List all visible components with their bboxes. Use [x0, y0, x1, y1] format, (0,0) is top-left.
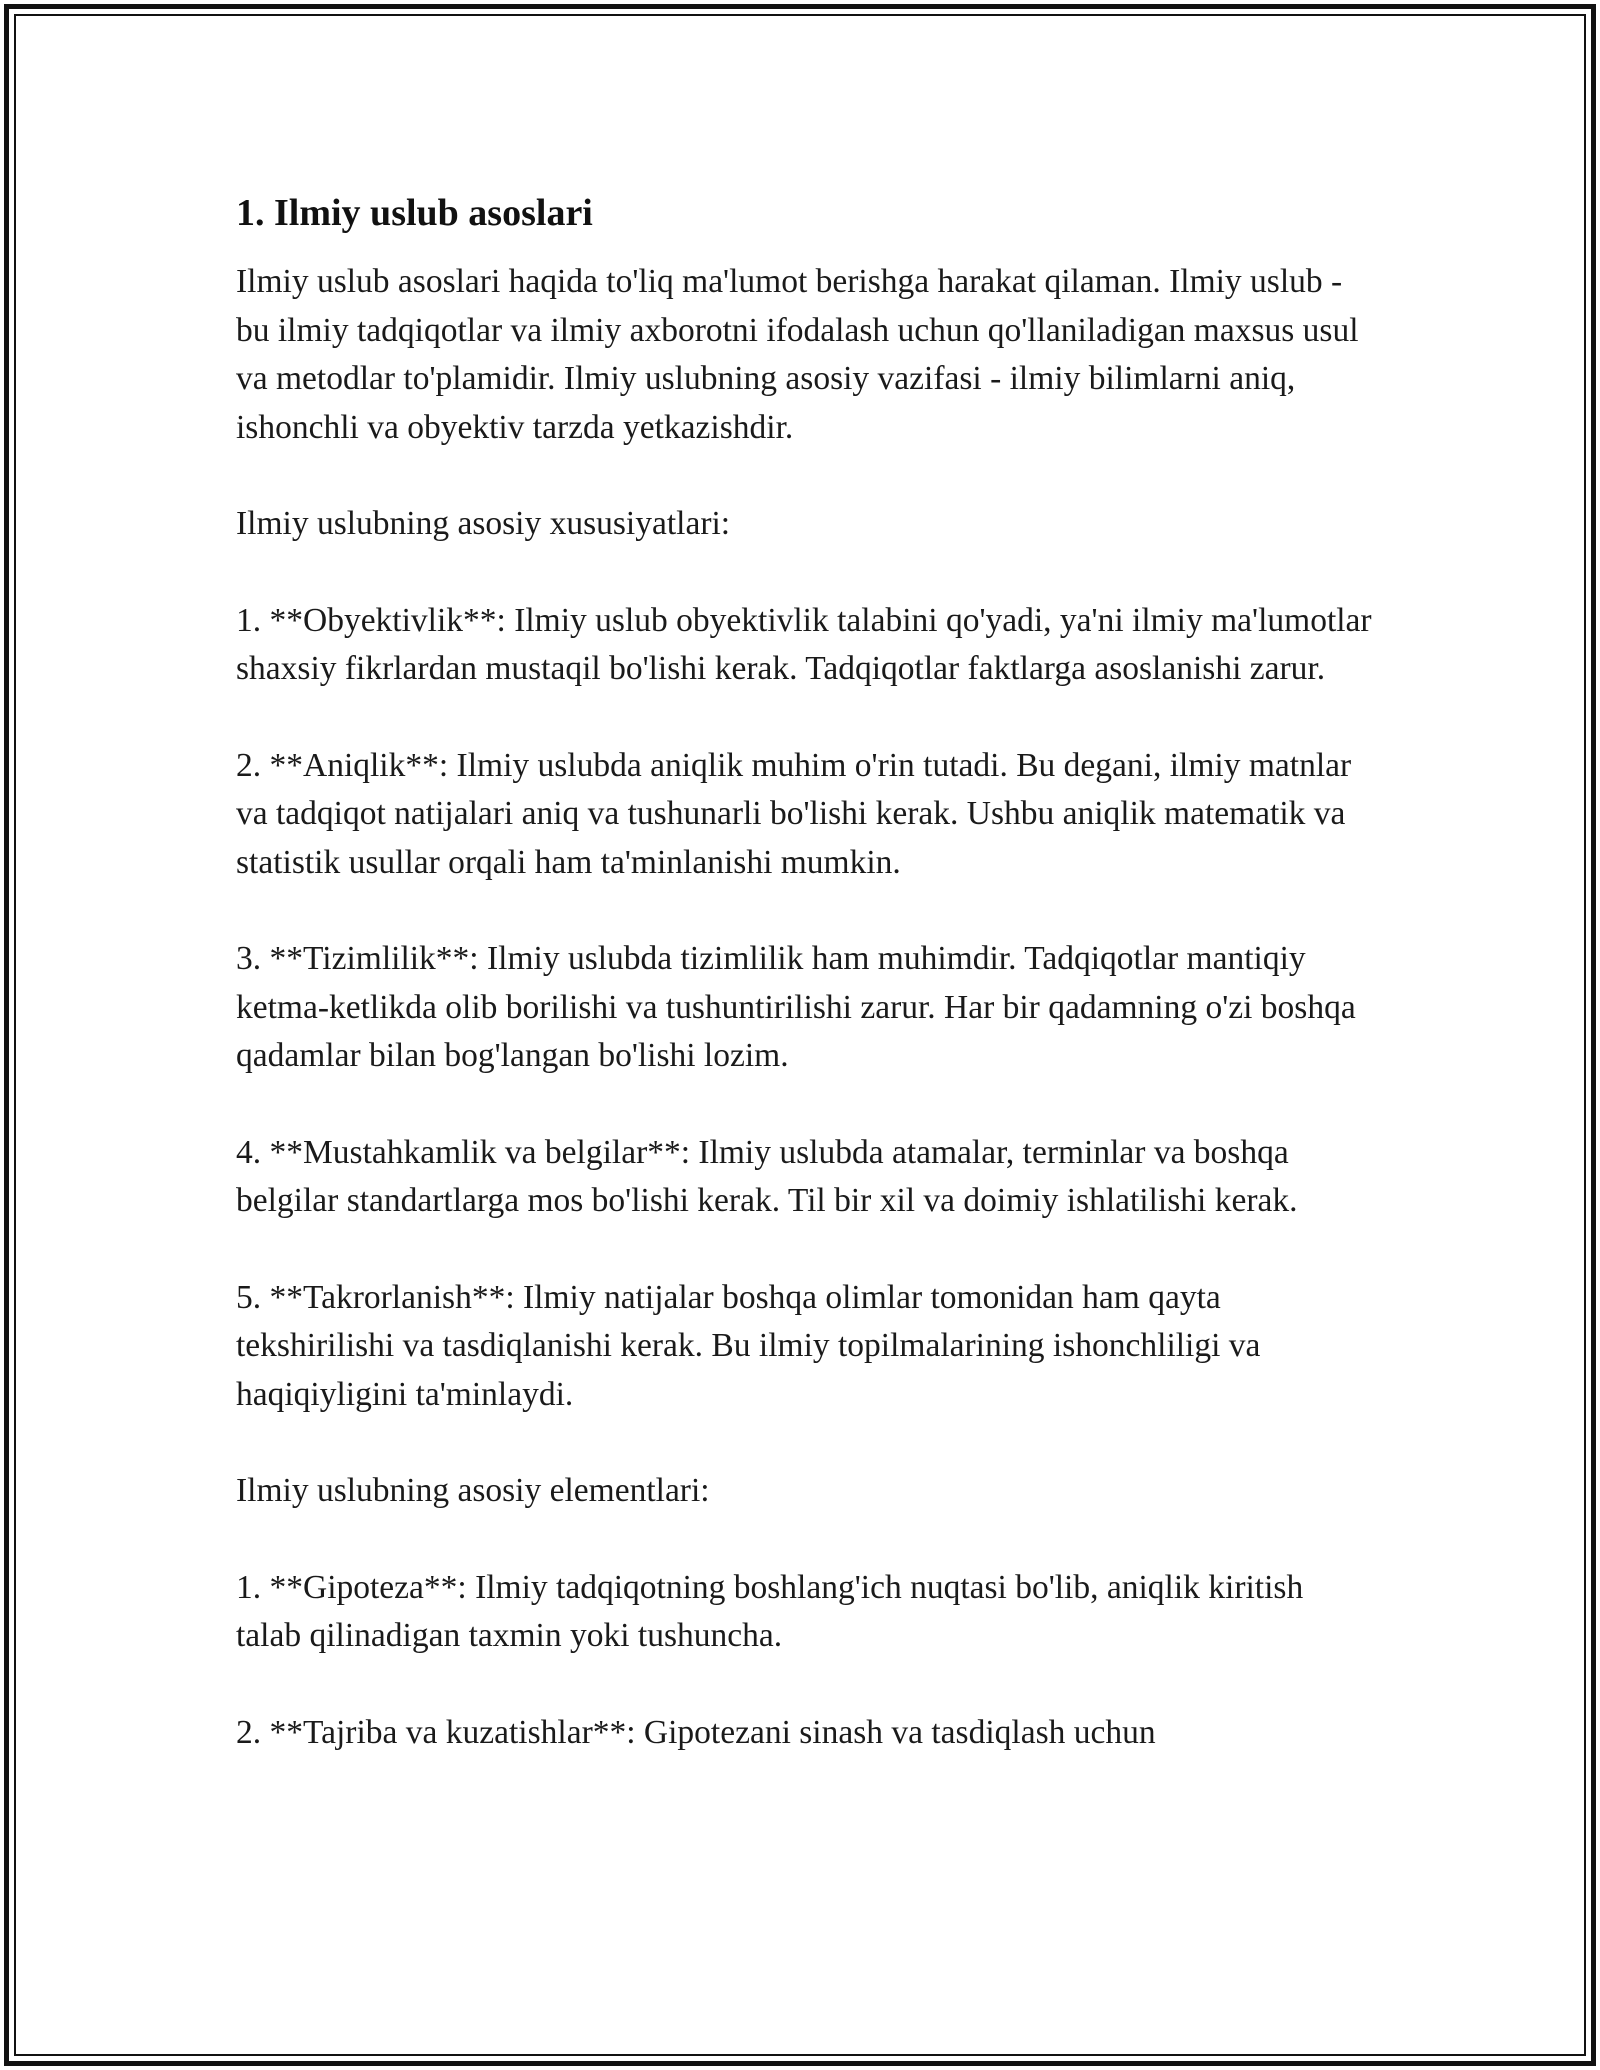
features-heading: Ilmiy uslubning asosiy xususiyatlari: — [236, 505, 731, 542]
document-body — [236, 188, 1376, 1805]
element-item-experiments: 2. **Tajriba va kuzatishlar**: Gipotezani sinash va tasdiqlash uchun — [236, 1713, 1156, 1751]
feature-item-accuracy: 2. **Aniqlik**: Ilmiy uslubda aniqlik muhim o'rin tutadi. Bu degani, ilmiy matnlar va tadqiqot natijalari aniq va tushunarli bo'lishi kerak. Ushbu aniqlik matematik va statistik usullar orqali ham ta'minlanishi mumkin. — [236, 746, 1352, 881]
feature-item-systematicity: 3. **Tizimlilik**: Ilmiy uslubda tizimlilik ham muhimdir. Tadqiqotlar mantiqiy ketma-ketlikda olib borilishi va tushuntirilishi zarur. Har bir qadamning o'zi boshqa qadamlar bilan bog'langan bo'lishi lozim. — [236, 940, 1356, 1074]
elements-heading: Ilmiy uslubning asosiy elementlari: — [236, 1472, 710, 1509]
element-item-hypothesis: 1. **Gipoteza**: Ilmiy tadqiqotning boshlang'ich nuqtasi bo'lib, aniqlik kiritish talab qilinadigan taxmin yoki tushuncha. — [236, 1568, 1304, 1654]
feature-item-consistency: 4. **Mustahkamlik va belgilar**: Ilmiy uslubda atamalar, terminlar va boshqa belgilar standartlarga mos bo'lishi kerak. Til bir xil va doimiy ishlatilishi kerak. — [236, 1133, 1298, 1219]
feature-item-objectivity: 1. **Obyektivlik**: Ilmiy uslub obyektivlik talabini qo'yadi, ya'ni ilmiy ma'lumotlar shaxsiy fikrlardan mustaqil bo'lishi kerak. Tadqiqotlar faktlarga asoslanishi zarur. — [236, 601, 1372, 687]
feature-item-reproducibility: 5. **Takrorlanish**: Ilmiy natijalar boshqa olimlar tomonidan ham qayta tekshirilishi va tasdiqlanishi kerak. Bu ilmiy topilmalarining ishonchliligi va haqiqiyligini ta'minlaydi. — [236, 1278, 1261, 1413]
section-heading: 1. Ilmiy uslub asoslari — [236, 192, 593, 234]
intro-paragraph: Ilmiy uslub asoslari haqida to'liq ma'lumot berishga harakat qilaman. Ilmiy uslub - bu ilmiy tadqiqotlar va ilmiy axborotni ifodalash uchun qo'llaniladigan maxsus usul va metodlar to'plamidir. Ilmiy uslubning asosiy vazifasi - ilmiy bilimlarni aniq, ishonchli va obyektiv tarzda yetkazishdir. — [236, 263, 1359, 446]
